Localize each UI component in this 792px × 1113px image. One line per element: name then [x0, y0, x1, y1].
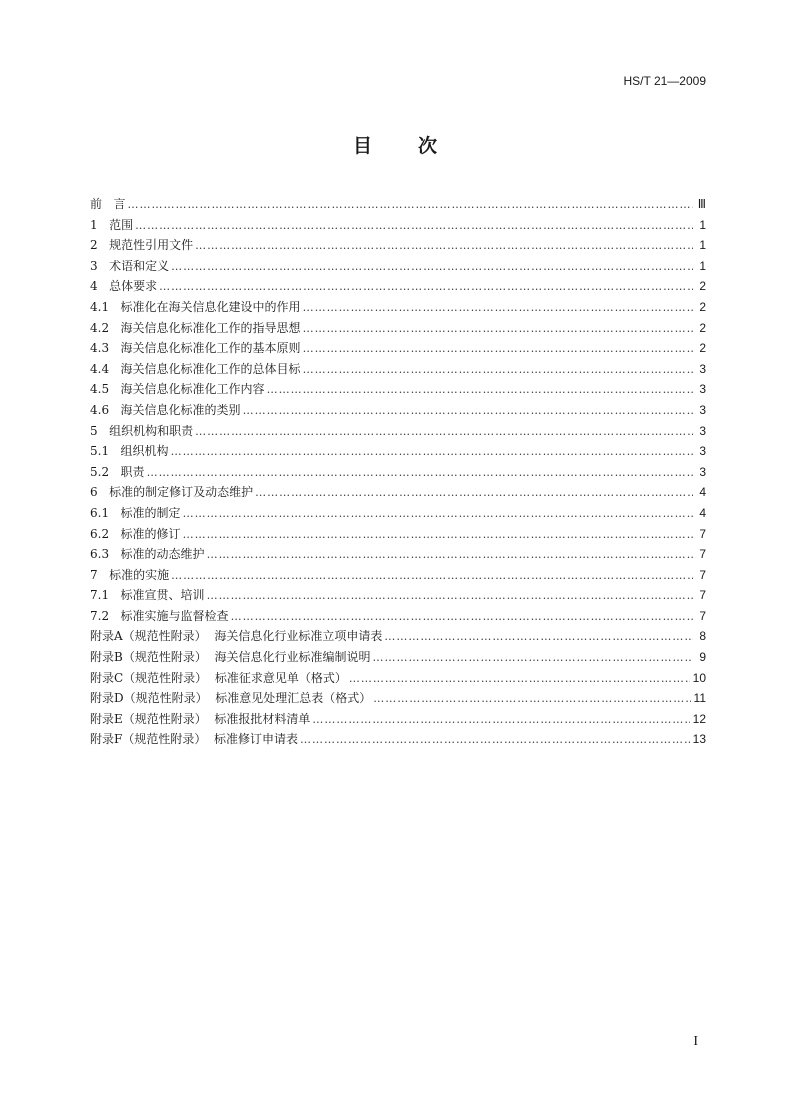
toc-entry[interactable] [90, 565, 706, 586]
toc-entry-spacer [207, 709, 215, 730]
toc-entry[interactable] [90, 235, 706, 256]
toc-entry-title: 海关信息化行业标准立项申请表 [214, 629, 383, 644]
toc-entry-number: 4.4 [90, 361, 110, 376]
toc-entry[interactable] [90, 441, 706, 462]
toc-entry-spacer [109, 544, 120, 565]
toc-entry-title: 标准的实施 [109, 567, 170, 582]
toc-entry-page: 3 [699, 464, 706, 479]
toc-entry-spacer [98, 256, 109, 277]
toc-entry-number: 5.2 [90, 464, 110, 479]
toc-entry-title: 标准修订申请表 [213, 732, 298, 747]
toc-entry-title: 总体要求 [109, 279, 158, 294]
toc-entry[interactable] [90, 462, 706, 483]
toc-entry-number: 2 [90, 238, 98, 253]
toc-entry-title: 海关信息化标准化工作的指导思想 [120, 320, 301, 335]
toc-entry[interactable] [90, 400, 706, 421]
toc-entry-title: 海关信息化行业标准编制说明 [214, 650, 371, 665]
toc-entry-title: 海关信息化标准化工作的基本原则 [120, 341, 301, 356]
toc-entry-page: 10 [692, 670, 706, 685]
toc-entry[interactable] [90, 668, 706, 689]
toc-entry[interactable] [90, 379, 706, 400]
toc-entry[interactable] [90, 194, 706, 215]
toc-entry-spacer [207, 647, 215, 668]
toc-leader-dots [255, 483, 693, 504]
toc-entry-page: 1 [699, 258, 706, 273]
toc-entry-spacer [109, 441, 120, 462]
toc-entry-number: 附录D（规范性附录） [90, 691, 208, 706]
toc-entry-title: 标准意见处理汇总表（格式） [215, 691, 372, 706]
toc-leader-dots [171, 442, 693, 463]
toc-entry-spacer [206, 729, 214, 750]
toc-entry-page: 4 [699, 485, 706, 500]
toc-leader-dots [243, 401, 693, 422]
toc-entry-spacer [98, 421, 109, 442]
toc-entry-page: 3 [699, 361, 706, 376]
toc-entry-spacer [98, 215, 109, 236]
toc-entry-page: 3 [699, 444, 706, 459]
toc-entry-page: 2 [699, 341, 706, 356]
toc-entry-page: 1 [699, 238, 706, 253]
toc-entry-spacer [98, 276, 109, 297]
toc-leader-dots [195, 236, 693, 257]
toc-leader-dots [127, 195, 693, 216]
toc-entry[interactable] [90, 688, 706, 709]
toc-entry-page: 3 [699, 382, 706, 397]
toc-entry-title: 组织机构和职责 [109, 423, 194, 438]
title-char-2: 次 [418, 135, 440, 157]
toc-leader-dots [303, 339, 693, 360]
toc-entry-spacer [109, 585, 120, 606]
toc-entry-title: 标准征求意见单（格式） [214, 670, 347, 685]
toc-entry-number: 前 [90, 197, 103, 211]
toc-entry-title: 规范性引用文件 [109, 238, 194, 253]
toc-entry-page: 11 [693, 691, 706, 706]
toc-entry[interactable] [90, 647, 706, 668]
toc-leader-dots [159, 277, 693, 298]
toc-entry-number: 附录C（规范性附录） [90, 670, 208, 685]
toc-entry[interactable] [90, 503, 706, 524]
toc-entry-title: 标准化在海关信息化建设中的作用 [120, 299, 301, 314]
standard-code: HS/T 21—2009 [623, 74, 706, 88]
toc-entry-spacer [109, 338, 120, 359]
toc-entry-page: 2 [699, 299, 706, 314]
toc-entry-number: 6 [90, 485, 98, 500]
page-number: I [693, 1034, 698, 1049]
toc-entry-page: 3 [699, 402, 706, 417]
toc-entry-spacer [98, 235, 109, 256]
toc-entry[interactable] [90, 606, 706, 627]
toc-leader-dots [147, 463, 693, 484]
toc-leader-dots [300, 730, 690, 751]
toc-entry-page: 7 [699, 547, 706, 562]
toc-entry-spacer [109, 462, 120, 483]
toc-leader-dots [207, 545, 693, 566]
toc-entry-title: 范围 [109, 217, 134, 232]
toc-entry-number: 5.1 [90, 444, 110, 459]
toc-entry-number: 附录A（规范性附录） [90, 629, 207, 644]
toc-leader-dots [373, 689, 690, 710]
toc-entry-title: 组织机构 [120, 444, 169, 459]
toc-entry-number: 3 [90, 258, 98, 273]
toc-entry-title: 职责 [120, 464, 145, 479]
toc-entry-page: 2 [699, 320, 706, 335]
toc-entry-number: 7.2 [90, 608, 110, 623]
toc-entry[interactable] [90, 482, 706, 503]
toc-entry-number: 6.2 [90, 526, 110, 541]
toc-leader-dots [384, 627, 693, 648]
toc-entry-number: 4 [90, 279, 98, 294]
toc-entry-title: 标准实施与监督检查 [120, 608, 229, 623]
toc-entry-spacer [109, 359, 120, 380]
toc-entry-page: 7 [699, 567, 706, 582]
toc-entry-number: 附录B（规范性附录） [90, 650, 207, 665]
toc-entry-title: 海关信息化标准的类别 [120, 402, 241, 417]
toc-entry[interactable] [90, 544, 706, 565]
toc-leader-dots [303, 360, 693, 381]
toc-entry-page: 3 [699, 423, 706, 438]
toc-entry-page: Ⅲ [697, 197, 706, 211]
toc-entry-spacer [109, 503, 120, 524]
toc-entry[interactable] [90, 256, 706, 277]
toc-entry-page: 8 [699, 629, 706, 644]
toc-entry-page: 13 [692, 732, 706, 747]
toc-entry-title: 标准的动态维护 [120, 547, 205, 562]
toc-entry[interactable] [90, 524, 706, 545]
toc-leader-dots [135, 216, 693, 237]
title-char-1: 目 [352, 135, 374, 157]
toc-entry-number: 4.2 [90, 320, 110, 335]
toc-entry-spacer [109, 318, 120, 339]
toc-leader-dots [231, 607, 693, 628]
toc-entry-page: 1 [699, 217, 706, 232]
toc-entry-spacer [208, 688, 216, 709]
toc-entry-title: 标准的制定修订及动态维护 [109, 485, 254, 500]
toc-entry[interactable] [90, 338, 706, 359]
toc-leader-dots [303, 298, 693, 319]
toc-entry-page: 9 [699, 650, 706, 665]
toc-entry-title: 海关信息化标准化工作内容 [120, 382, 265, 397]
toc-entry-number: 附录E（规范性附录） [90, 711, 207, 726]
toc-entry-title: 海关信息化标准化工作的总体目标 [120, 361, 301, 376]
toc-entry-page: 4 [699, 505, 706, 520]
toc-entry[interactable] [90, 421, 706, 442]
toc-entry[interactable] [90, 729, 706, 750]
toc-entry-number: 4.6 [90, 402, 110, 417]
page-title [0, 131, 792, 158]
toc-leader-dots [207, 586, 693, 607]
toc-entry[interactable] [90, 318, 706, 339]
toc-entry-number: 7.1 [90, 588, 110, 603]
toc-entry[interactable] [90, 626, 706, 647]
toc-entry[interactable] [90, 297, 706, 318]
toc-entry-title: 言 [113, 197, 126, 211]
toc-entry-number: 1 [90, 217, 98, 232]
toc-entry-spacer [102, 194, 113, 215]
toc-entry-number: 4.5 [90, 382, 110, 397]
toc-entry[interactable] [90, 215, 706, 236]
toc-entry-page: 7 [699, 588, 706, 603]
toc-leader-dots [171, 257, 693, 278]
toc-entry-number: 4.1 [90, 299, 110, 314]
toc-entry-spacer [109, 379, 120, 400]
toc-entry-title: 标准的修订 [120, 526, 181, 541]
toc-entry-page: 7 [699, 608, 706, 623]
toc-entry-title: 标准宣贯、培训 [120, 588, 205, 603]
toc-entry-spacer [98, 565, 109, 586]
toc-entry-spacer [207, 668, 215, 689]
toc-entry-spacer [109, 400, 120, 421]
toc-leader-dots [195, 422, 693, 443]
toc-leader-dots [183, 525, 693, 546]
toc-entry-number: 5 [90, 423, 98, 438]
toc-entry[interactable] [90, 585, 706, 606]
toc-entry-title: 标准报批材料清单 [214, 711, 311, 726]
toc-leader-dots [303, 319, 693, 340]
toc-entry-number: 7 [90, 567, 98, 582]
toc-entry-page: 2 [699, 279, 706, 294]
toc-entry[interactable] [90, 709, 706, 730]
toc-leader-dots [349, 669, 690, 690]
toc-entry-spacer [109, 606, 120, 627]
table-of-contents [90, 194, 706, 750]
toc-entry-spacer [109, 297, 120, 318]
toc-entry-spacer [109, 524, 120, 545]
toc-entry-page: 12 [692, 711, 706, 726]
toc-leader-dots [372, 648, 693, 669]
toc-entry[interactable] [90, 359, 706, 380]
toc-leader-dots [267, 380, 693, 401]
toc-entry-page: 7 [699, 526, 706, 541]
toc-entry-number: 4.3 [90, 341, 110, 356]
toc-entry-spacer [207, 626, 215, 647]
toc-entry-title: 标准的制定 [120, 505, 181, 520]
toc-entry-spacer [98, 482, 109, 503]
toc-leader-dots [312, 710, 689, 731]
toc-leader-dots [171, 566, 693, 587]
toc-entry-number: 6.1 [90, 505, 110, 520]
toc-entry-number: 6.3 [90, 547, 110, 562]
toc-leader-dots [183, 504, 693, 525]
toc-entry[interactable] [90, 276, 706, 297]
toc-entry-number: 附录F（规范性附录） [90, 732, 207, 747]
toc-entry-title: 术语和定义 [109, 258, 170, 273]
